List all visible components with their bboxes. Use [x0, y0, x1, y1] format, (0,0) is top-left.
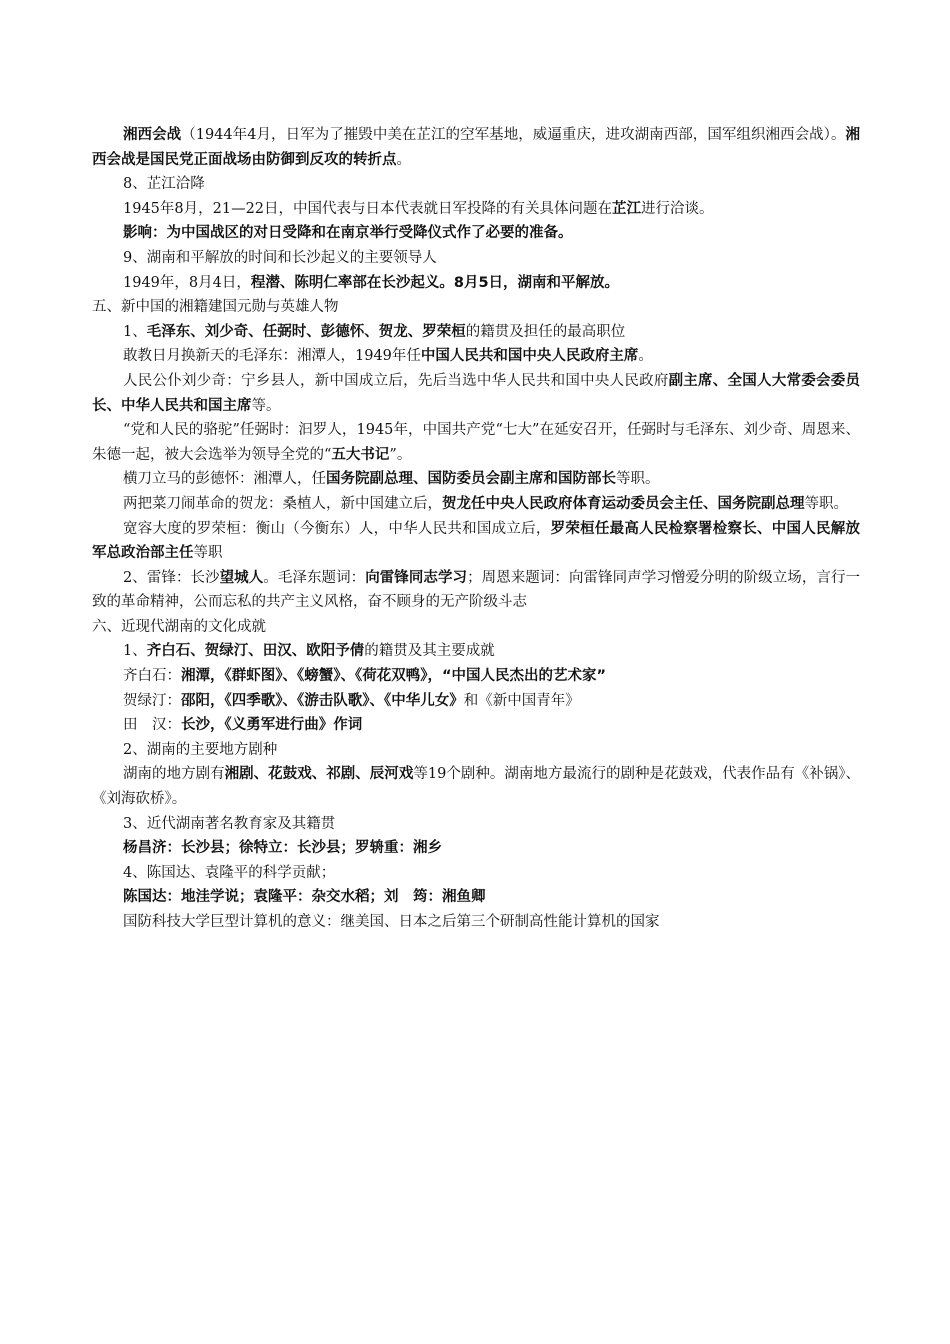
bold-text: 望城人: [219, 569, 264, 586]
text: 齐白石：: [123, 668, 181, 685]
paragraph-luo: [92, 517, 860, 566]
bold-text: 副主席、全国人大常委会委员长、中华人民共和国主席: [92, 372, 861, 414]
text: （1944年4月，日军为了摧毁中美在芷江的空军基地，威逼重庆，进攻湖南西部，国军组织湘西会战）。: [181, 127, 846, 143]
document-body: [92, 123, 860, 935]
text: 。: [638, 348, 653, 365]
bold-text: 芷江: [612, 200, 642, 217]
paragraph-zhijiang: [92, 197, 860, 222]
text: 1949年，8月4日，: [123, 274, 251, 291]
paragraph-leifeng: [92, 566, 860, 615]
paragraph-liberation: [92, 271, 860, 296]
bold-text: 长沙，《义勇军进行曲》作词: [181, 717, 363, 734]
subheading-artists: [92, 639, 860, 664]
paragraph-peng: [92, 467, 860, 492]
text: 进行洽谈。: [641, 200, 714, 217]
paragraph-educators: 杨昌济：长沙县；徐特立：长沙县；罗辀重：湘乡: [123, 840, 442, 857]
text: 敢教日月换新天的毛泽东：湘潭人，1949年任: [123, 348, 421, 365]
text: 等19个剧种。湖南地方最流行的剧种是花鼓戏，代表作品有《补锅》、《刘海砍桥》。: [92, 766, 861, 808]
text: “党和人民的骆驼”任弼时：汩罗人，1945年，中国共产党“七大”在延安召开，任弼时与毛泽东、刘少奇、周恩来、朱德一起，被大会选举为领导全党的“: [92, 422, 860, 463]
text: 1945年8月，21—22日，中国代表与日本代表就日军投降的有关具体问题在: [123, 200, 613, 217]
subheading-founders: [92, 320, 860, 345]
bold-text: 贺龙任中央人民政府体育运动委员会主任、国务院副总理: [442, 495, 805, 512]
subheading-opera: 2、湖南的主要地方剧种: [123, 741, 278, 758]
text: 等。: [251, 397, 281, 414]
paragraph-computer: 国防科技大学巨型计算机的意义：继美国、日本之后第三个研制高性能计算机的国家: [123, 914, 660, 930]
text: 的籍贯及担任的最高职位: [465, 323, 626, 340]
text: 1、: [123, 643, 147, 660]
text: 1、: [123, 323, 147, 340]
bold-text: 国务院副总理、国防委员会副主席和国防部长: [326, 471, 616, 488]
bold-text: 齐白石、贺绿汀、田汉、欧阳予倩: [146, 643, 365, 660]
text: 。: [396, 151, 411, 168]
paragraph-he-luting: [92, 689, 860, 714]
text: ；周恩来题词：向雷锋同声学习憎爱分明的阶级立场，言行一致的革命精神，公而忘私的共产主义风格，奋不顾身的无产阶级斗志: [92, 569, 861, 611]
paragraph-science: 陈国达：地洼学说；袁隆平：杂交水稻；刘 筠：湘鱼卿: [123, 889, 486, 906]
bold-text: 五大书记: [331, 446, 390, 463]
bold-text: 罗荣桓任最高人民检察署检察长、中国人民解放军总政治部主任: [92, 520, 861, 562]
text: 贺绿汀：: [123, 692, 181, 709]
paragraph-liu: [92, 369, 860, 418]
bold-text: 湘剧、花鼓戏、祁剧、辰河戏: [224, 766, 414, 783]
paragraph-qi-baishi: [92, 664, 860, 689]
bold-text: 程潜、陈明仁率部在长沙起义。8月5日，湖南和平解放。: [250, 274, 620, 291]
text: ”。: [389, 446, 412, 463]
paragraph-ren: [92, 418, 860, 467]
bold-text: 邵阳，《四季歌》、《游击队歌》、《中华儿女》: [181, 692, 464, 709]
text: 横刀立马的彭德怀：湘潭人，任: [123, 471, 326, 488]
text: 等职。: [616, 471, 660, 488]
text: 的籍贯及其主要成就: [364, 643, 495, 660]
bold-text: 湘潭，《群虾图》、《螃蟹》、《荷花双鸭》，“中国人民杰出的艺术家”: [181, 668, 607, 685]
subheading-educators: 3、近代湖南著名教育家及其籍贯: [123, 815, 336, 832]
paragraph-influence: 影响：为中国战区的对日受降和在南京举行受降仪式作了必要的准备。: [123, 225, 573, 242]
paragraph-tian-han: [92, 713, 860, 738]
bold-text: 毛泽东、刘少奇、任弼时、彭德怀、贺龙、罗荣桓: [146, 323, 466, 340]
subheading-science: 4、陈国达、袁隆平的科学贡献；: [123, 864, 336, 881]
text: 两把菜刀闹革命的贺龙：桑植人，新中国建立后，: [123, 495, 442, 512]
text: 人民公仆刘少奇：宁乡县人，新中国成立后，先后当选中华人民共和国中央人民政府: [123, 372, 669, 389]
paragraph-mao: [92, 344, 860, 369]
paragraph-opera: [92, 762, 860, 811]
text: 2、雷锋：长沙: [123, 569, 220, 586]
bold-text: 中国人民共和国中央人民政府主席: [420, 348, 639, 365]
bold-text: 向雷锋同志学习: [365, 569, 468, 586]
text: 湖南的地方剧有: [123, 766, 225, 783]
heading-liberation: 9、湖南和平解放的时间和长沙起义的主要领导人: [123, 249, 437, 266]
heading-zhijiang: 8、芷江洽降: [123, 176, 205, 193]
paragraph-xiangxi-battle: [92, 123, 860, 172]
text: 等职: [193, 545, 223, 562]
text: 。毛泽东题词：: [263, 569, 366, 586]
bold-text: 湘西会战是国民党正面战场由防御到反攻的转折点: [92, 127, 861, 168]
section-heading-6: 六、近现代湖南的文化成就: [92, 618, 266, 635]
bold-text: 湘西会战: [123, 127, 182, 143]
text: 田 汉：: [123, 717, 181, 734]
text: 和《新中国青年》: [463, 692, 580, 709]
paragraph-he: [92, 492, 860, 517]
section-heading-5: 五、新中国的湘籍建国元勋与英雄人物: [92, 299, 339, 316]
text: 等职。: [804, 495, 848, 512]
text: 宽容大度的罗荣桓：衡山（今衡东）人，中华人民共和国成立后，: [123, 520, 551, 537]
